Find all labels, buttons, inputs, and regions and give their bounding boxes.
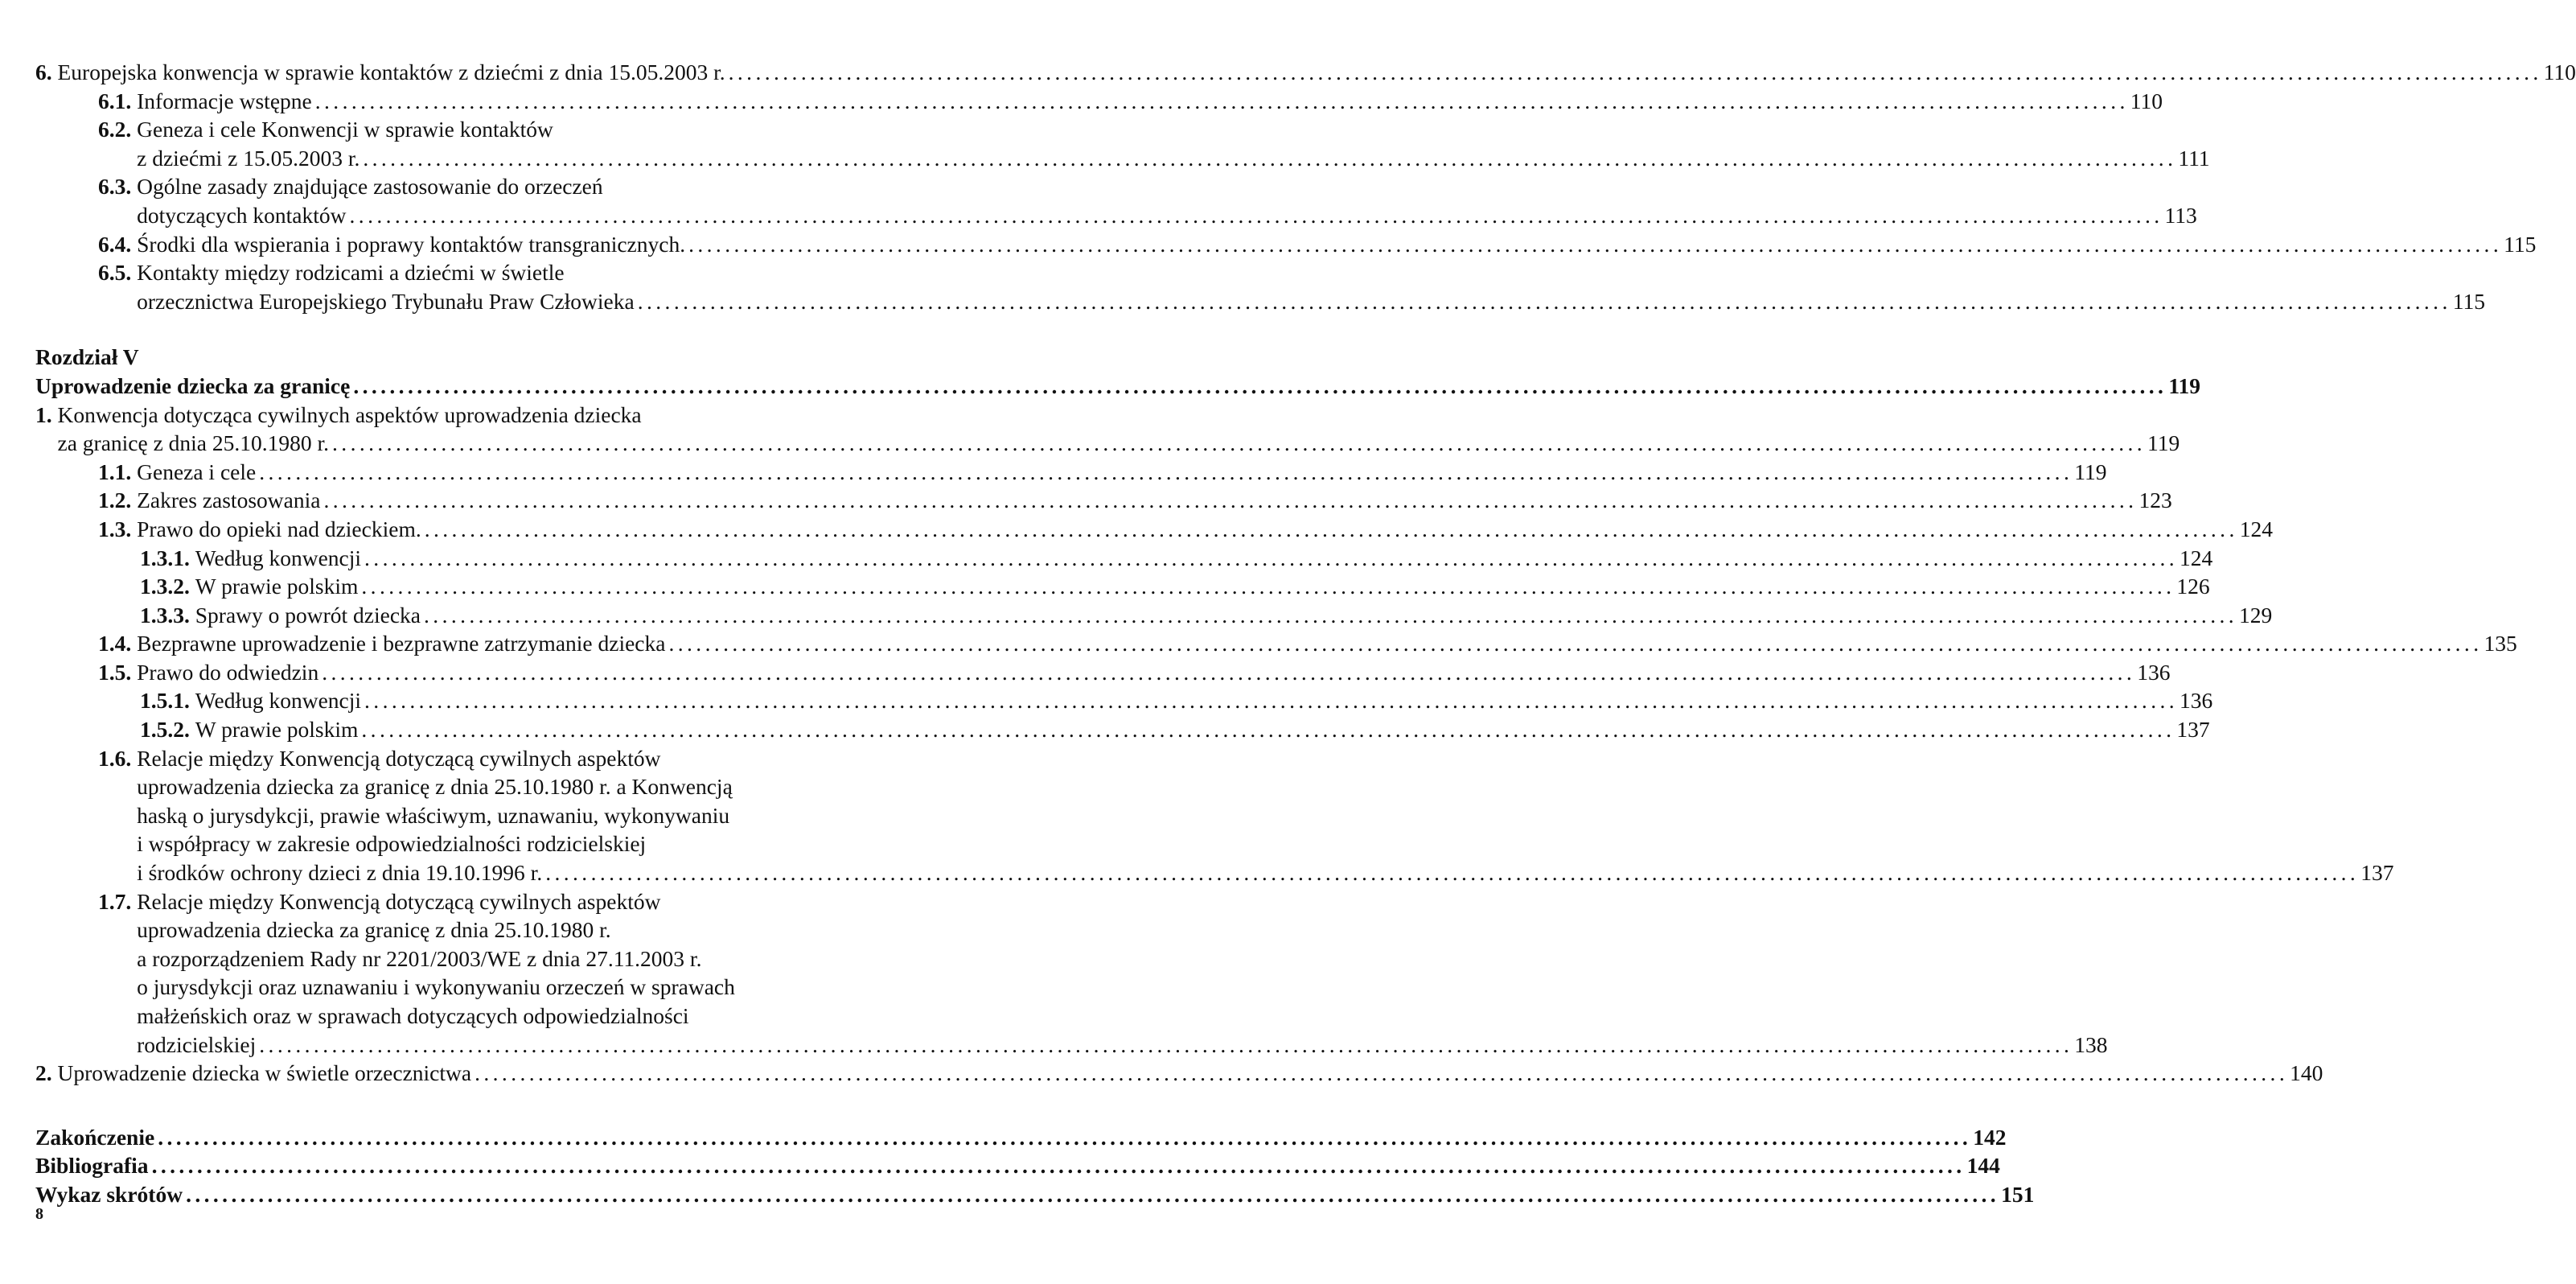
dot-leader: ........................................................................................................................................................................................................ <box>364 545 2179 570</box>
toc-line <box>137 801 883 830</box>
toc-entry-number: 1.3.3. <box>140 602 190 628</box>
dot-leader: ........................................................................................................................................................................................................ <box>424 602 2238 628</box>
toc-line <box>137 916 883 944</box>
dot-leader: ........................................................................................................................................................................................................ <box>668 631 2483 656</box>
dot-leader: ........................................................................................................................................................................................................ <box>186 1181 2000 1207</box>
toc-line <box>137 772 883 801</box>
dot-leader: ........................................................................................................................................................................................................ <box>424 516 2238 541</box>
toc-entry-number: 1.1. <box>98 459 132 484</box>
dot-leader: ........................................................................................................................................................................................................ <box>361 574 2175 599</box>
toc-end-sections <box>35 1123 2035 1209</box>
toc-line-text: o jurysdykcji oraz uznawaniu i wykonywaniu orzeczeń w sprawach <box>137 974 735 1000</box>
toc-line <box>57 429 2180 458</box>
dot-leader: ........................................................................................................................................................................................................ <box>363 145 2177 171</box>
chapter-title: Uprowadzenie dziecka za granicę <box>35 372 351 398</box>
toc-page-number: 138 <box>2074 1031 2108 1057</box>
toc-line-text: Prawo do opieki nad dzieckiem. <box>137 516 421 541</box>
toc-entry <box>35 87 2163 116</box>
toc-line <box>137 944 883 973</box>
toc-line-text: Środki dla wspierania i poprawy kontaktów transgranicznych. <box>137 231 686 257</box>
toc-line-text: Bibliografia <box>35 1153 149 1179</box>
toc-page-number: 136 <box>2137 659 2171 685</box>
toc-entry <box>35 658 2171 687</box>
toc-line <box>137 744 883 773</box>
toc-line <box>137 887 883 916</box>
toc-page-number: 140 <box>2290 1060 2323 1086</box>
toc-page-number: 126 <box>2176 574 2210 599</box>
dot-leader: ........................................................................................................................................................................................................ <box>728 60 2542 84</box>
toc-line <box>137 87 2163 116</box>
toc-page-number: 136 <box>2180 688 2213 714</box>
toc-entry <box>35 744 2394 887</box>
toc-line <box>137 201 2197 230</box>
toc-entry-number: 1.4. <box>98 631 132 656</box>
toc-entry-number: 6.1. <box>98 88 132 113</box>
dot-leader: ........................................................................................................................................................................................................ <box>364 688 2179 714</box>
toc-entry-number: 1.3. <box>98 516 132 541</box>
toc-line-text: Europejska konwencja w sprawie kontaktów z dziećmi z dnia 15.05.2003 r. <box>57 60 725 84</box>
toc-entry <box>35 572 2210 601</box>
dot-leader: ........................................................................................................................................................................................................ <box>637 288 2451 314</box>
toc-page-number: 113 <box>2164 202 2197 228</box>
toc-entry <box>35 686 2213 715</box>
toc-page-number: 129 <box>2239 602 2273 628</box>
chapter-label: Rozdział V <box>35 344 139 370</box>
toc-entry <box>35 115 2210 172</box>
dot-leader: ........................................................................................................................................................................................................ <box>688 231 2503 257</box>
toc-entry <box>35 544 2213 573</box>
toc-entry <box>35 629 2517 658</box>
toc-line-text: haską o jurysdykcji, prawie właściwym, uznawaniu, wykonywaniu <box>137 802 730 828</box>
toc-entry-number: 1.5.2. <box>140 717 190 743</box>
toc-line-text: i współpracy w zakresie odpowiedzialności rodzicielskiej <box>137 831 647 857</box>
toc-line-text: Zakończenie <box>35 1124 155 1150</box>
toc-line-text: i środków ochrony dzieci z dnia 19.10.1996 r. <box>137 860 543 886</box>
toc-page-number: 124 <box>2239 516 2273 541</box>
toc-entry-number: 1.5. <box>98 659 132 685</box>
toc-line <box>137 486 2172 515</box>
toc-entry-number: 6.2. <box>98 117 132 142</box>
toc-line-text: uprowadzenia dziecka za granicę z dnia 25.10.1980 r. a Konwencją <box>137 774 733 800</box>
toc-line-text: Wykaz skrótów <box>35 1181 183 1207</box>
table-of-contents <box>35 58 2576 1209</box>
toc-line <box>137 258 883 287</box>
toc-page-number: 111 <box>2178 145 2210 171</box>
toc-page-number: 142 <box>1973 1124 2007 1150</box>
dot-leader: ........................................................................................................................................................................................................ <box>545 860 2360 886</box>
toc-line-text: Relacje między Konwencją dotyczącą cywilnych aspektów <box>137 745 661 771</box>
toc-page-number: 124 <box>2180 545 2213 570</box>
toc-line-text: orzecznictwa Europejskiego Trybunału Praw Człowieka <box>137 288 635 314</box>
toc-entry-number: 1.7. <box>98 888 132 914</box>
end-section-entry <box>35 1151 2000 1180</box>
toc-line-text: a rozporządzeniem Rady nr 2201/2003/WE z dnia 27.11.2003 r. <box>137 945 702 971</box>
toc-line-text: małżeńskich oraz w sprawach dotyczących odpowiedzialności <box>137 1003 689 1028</box>
toc-entry <box>35 515 2273 544</box>
toc-entry <box>35 887 2108 1060</box>
toc-line-text: Ogólne zasady znajdujące zastosowanie do orzeczeń <box>137 174 603 200</box>
toc-line <box>137 629 2517 658</box>
toc-line-text: Geneza i cele Konwencji w sprawie kontaktów <box>137 117 553 142</box>
toc-line-text: uprowadzenia dziecka za granicę z dnia 25.10.1980 r. <box>137 917 611 943</box>
toc-entry <box>35 172 2197 229</box>
toc-entry <box>35 458 2107 487</box>
toc-line-text: Konwencja dotycząca cywilnych aspektów uprowadzenia dziecka <box>57 401 642 427</box>
chapter-title-entry <box>35 372 2201 401</box>
dot-leader: ........................................................................................................................................................................................................ <box>322 659 2136 685</box>
dot-leader: ........................................................................................................................................................................................................ <box>314 88 2129 113</box>
toc-entry <box>35 486 2172 515</box>
toc-line-text: Uprowadzenie dziecka w świetle orzecznictwa <box>57 1060 472 1086</box>
toc-entry-number: 6.4. <box>98 231 132 257</box>
toc-entry <box>35 258 2485 315</box>
toc-line <box>137 230 2537 259</box>
dot-leader: ........................................................................................................................................................................................................ <box>259 1031 2073 1057</box>
toc-line <box>137 1031 2108 1060</box>
toc-line-text: W prawie polskim <box>195 574 359 599</box>
toc-line-text: Relacje między Konwencją dotyczącą cywilnych aspektów <box>137 888 661 914</box>
toc-entry-number: 6. <box>35 60 52 84</box>
toc-line <box>195 572 2210 601</box>
toc-entry <box>35 230 2537 259</box>
toc-page-number: 115 <box>2452 288 2485 314</box>
dot-leader: ........................................................................................................................................................................................................ <box>332 430 2147 456</box>
toc-line <box>137 1002 883 1031</box>
toc-line <box>137 829 883 858</box>
dot-leader: ........................................................................................................................................................................................................ <box>151 1153 1966 1179</box>
toc-line-text: rodzicielskiej <box>137 1031 257 1057</box>
toc-line <box>137 858 2394 887</box>
toc-line <box>195 544 2213 573</box>
toc-line-text: dotyczących kontaktów <box>137 202 347 228</box>
toc-entry <box>35 58 2576 87</box>
toc-page-number: 123 <box>2138 488 2172 513</box>
dot-leader: ........................................................................................................................................................................................................ <box>361 717 2175 743</box>
toc-line-text: Informacje wstępne <box>137 88 312 113</box>
toc-page-number: 151 <box>2001 1181 2035 1207</box>
end-section-entry <box>35 1123 2007 1152</box>
toc-page-number: 119 <box>2147 430 2180 456</box>
toc-line-text: Według konwencji <box>195 688 362 714</box>
toc-line <box>57 1059 2323 1088</box>
chapter-page: 119 <box>2168 372 2201 398</box>
toc-section-6 <box>35 58 2576 315</box>
toc-page-number: 144 <box>1966 1153 2000 1179</box>
toc-line <box>137 144 2210 173</box>
dot-leader: ........................................................................................................................................................................................................ <box>475 1060 2289 1086</box>
end-section-entry <box>35 1180 2035 1209</box>
toc-entry-number: 2. <box>35 1060 52 1086</box>
toc-line-text: Według konwencji <box>195 545 362 570</box>
toc-page-number: 135 <box>2484 631 2517 656</box>
toc-entry-number: 1.3.2. <box>140 574 190 599</box>
toc-line <box>137 973 883 1002</box>
toc-line <box>195 601 2273 630</box>
toc-entry-number: 6.5. <box>98 260 132 286</box>
toc-line <box>137 515 2273 544</box>
toc-entry <box>35 601 2273 630</box>
toc-line-text: Bezprawne uprowadzenie i bezprawne zatrzymanie dziecka <box>137 631 666 656</box>
toc-line <box>58 401 884 430</box>
page-number: 8 <box>35 1205 43 1223</box>
toc-page-number: 137 <box>2176 717 2210 743</box>
toc-entry-number: 1. <box>35 401 52 427</box>
toc-line <box>137 458 2107 487</box>
toc-line-text: Prawo do odwiedzin <box>137 659 319 685</box>
toc-line-text: za granicę z dnia 25.10.1980 r. <box>57 430 330 456</box>
toc-page-number: 115 <box>2504 231 2537 257</box>
dot-leader: ........................................................................................................................................................................................................ <box>259 459 2073 484</box>
toc-line <box>137 658 2171 687</box>
toc-entry-number: 1.3.1. <box>140 545 190 570</box>
dot-leader: ........................................................................................................................................................................................................ <box>158 1124 1972 1150</box>
toc-line <box>137 172 883 201</box>
toc-line <box>137 115 883 144</box>
toc-line <box>137 287 2485 316</box>
toc-page-number: 137 <box>2360 860 2394 886</box>
toc-entry <box>35 401 2180 458</box>
toc-entry-number: 1.2. <box>98 488 132 513</box>
toc-entry <box>35 1059 2323 1088</box>
toc-chapter-v <box>35 401 2517 1088</box>
toc-line <box>195 686 2213 715</box>
toc-line-text: Zakres zastosowania <box>137 488 321 513</box>
toc-page-number: 119 <box>2074 459 2107 484</box>
dot-leader: ........................................................................................................................................................................................................ <box>323 488 2138 513</box>
toc-entry-number: 6.3. <box>98 174 132 200</box>
toc-entry-number: 1.5.1. <box>140 688 190 714</box>
toc-line-text: Geneza i cele <box>137 459 257 484</box>
toc-line-text: Sprawy o powrót dziecka <box>195 602 421 628</box>
toc-entry <box>35 715 2210 744</box>
toc-line-text: W prawie polskim <box>195 717 359 743</box>
dot-leader: ........................................................................................................................................................................................................ <box>353 372 2167 398</box>
dot-leader: ........................................................................................................................................................................................................ <box>349 202 2163 228</box>
toc-line-text: z dziećmi z 15.05.2003 r. <box>137 145 360 171</box>
toc-page-number: 110 <box>2543 60 2576 84</box>
toc-line <box>57 58 2576 87</box>
toc-entry-number: 1.6. <box>98 745 132 771</box>
toc-line-text: Kontakty między rodzicami a dziećmi w świetle <box>137 260 565 286</box>
toc-line <box>195 715 2210 744</box>
toc-page-number: 110 <box>2130 88 2163 113</box>
